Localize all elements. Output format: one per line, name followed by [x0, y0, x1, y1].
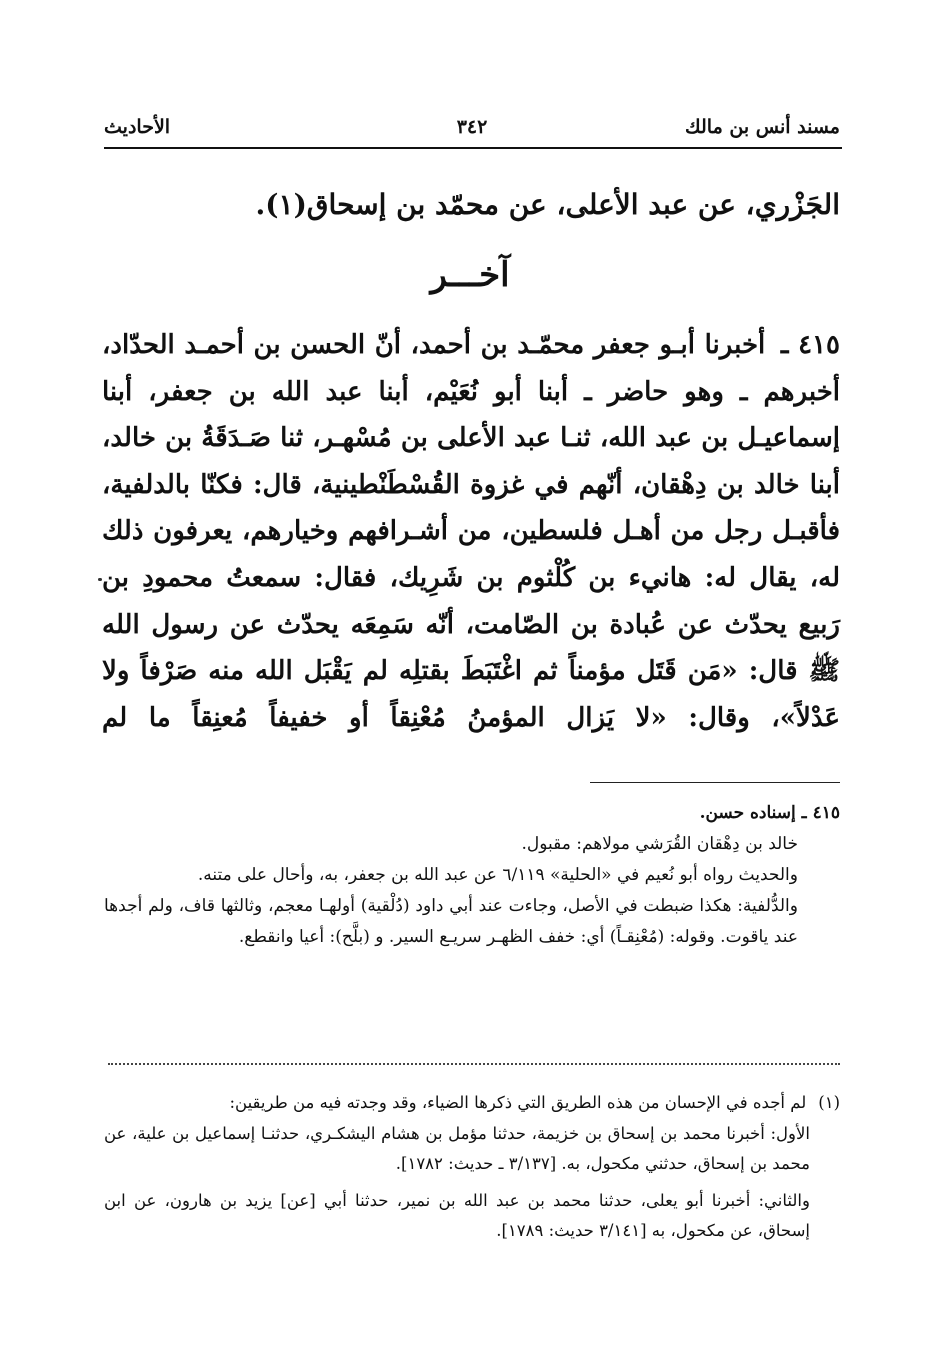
- running-header: [104, 112, 840, 146]
- print-speck: [98, 578, 102, 581]
- notes-line: والحديث رواه أبو نُعيم في «الحلية» ٦/١١٩ عن عبد الله بن جعفر، به، وأحال على متنه.: [197, 865, 798, 885]
- notes-separator: [590, 782, 840, 783]
- header-section-title: الأحاديث: [104, 116, 171, 138]
- footnote-line: والثاني: أخبرنا أبو يعلى، حدثنا محمد بن عبد الله بن نمير، حدثنا أبي [عن] يزيد بن هارون، عن ابن إسحاق، عن مكحول، به [٣/١٤١ حديث: ١٧٨٩].: [104, 1190, 810, 1240]
- header-rule: [104, 147, 842, 149]
- footnote-separator: [108, 1063, 840, 1065]
- notes-heading: ٤١٥ ـ إسناده حسن.: [699, 803, 840, 823]
- hadith-text: أخبرنا أبـو جعفر محمّـد بن أحمد، أنّ الحسن بن أحمـد الحدّاد، أخبرهم ـ وهو حاضر ـ أبنا أبو نُعَيْم، أبنا عبد الله بن جعفر، أبنا إسماعيـل بن عبد الله، ثنـا عبد الأعلى بن مُسْهـر، ثنا صَـدَقَةُ بن خالد، أبنا خالد بن دِهْقان، أنّهم في غزوة القُسْطَنْطينية، قال: فكنّا بالدلفية، فأقبـل رجل من أهـل فلسطين، من أشـرافهم وخيارهم، يعرفون ذلك له، يقال له: هانيء بن كُلْثوم بن شَرِيك، فقال: سمعتُ محمودِ بن رَبيع يحدّث عن عُبادة بن الصّامت، أنّه سَمِعَه يحدّث عن رسول الله ﷺ قال: «مَن قَتَل مؤمناً ثم اغْتَبَطَ بقتلِه لم يَقْبَل الله منه صَرْفاً ولا عَدْلاً»، وقال: «لا يَزال المؤمنُ مُعْنِقاً أو خفيفاً مُعنِقاً ما لم: [102, 330, 840, 733]
- hadith-number: ٤١٥ ـ: [780, 330, 840, 360]
- footnote-first-line: [104, 1088, 840, 1119]
- hadith-paragraph: [102, 322, 840, 741]
- footnote: [104, 1088, 840, 1247]
- footnote-line: الأول: أخبرنا محمد بن إسحاق بن خزيمة، حدثنا مؤمل بن هشام اليشكـري، حدثنـا إسماعيل بن علية، عن محمد بن إسحاق، حدثني مكحول، به. [٣/١٣٧ ـ حديث: ١٧٨٢].: [104, 1123, 810, 1173]
- footnote-text: لم أجده في الإحسان من هذه الطريق التي ذكرها الضياء، وقد وجدته فيه من طريقين:: [229, 1093, 807, 1112]
- footnote-marker: (١): [818, 1093, 840, 1112]
- page-number: ٣٤٢: [456, 116, 488, 138]
- notes-line: خالد بن دِهْقان القُرَشي مولاهم: مقبول.: [521, 834, 798, 854]
- header-book-title: مسند أنس بن مالك: [685, 116, 840, 138]
- section-title: آخـــر: [430, 255, 510, 295]
- hadith-notes: [104, 798, 840, 953]
- continuation-line: الجَزْري، عن عبد الأعلى، عن محمّد بن إسحاق(١).: [255, 188, 840, 221]
- notes-line: والدُّلفية: هكذا ضبطت في الأصل، وجاءت عند أبي داود (دُلْقية) أولهـا معجم، وثالثها قاف، ولم أجدها عند ياقوت. وقوله: (مُعْنِقـاً) أي: خفف الظهـر سريـع السير. و (بلَّح): أعيا وانقطع.: [104, 896, 798, 947]
